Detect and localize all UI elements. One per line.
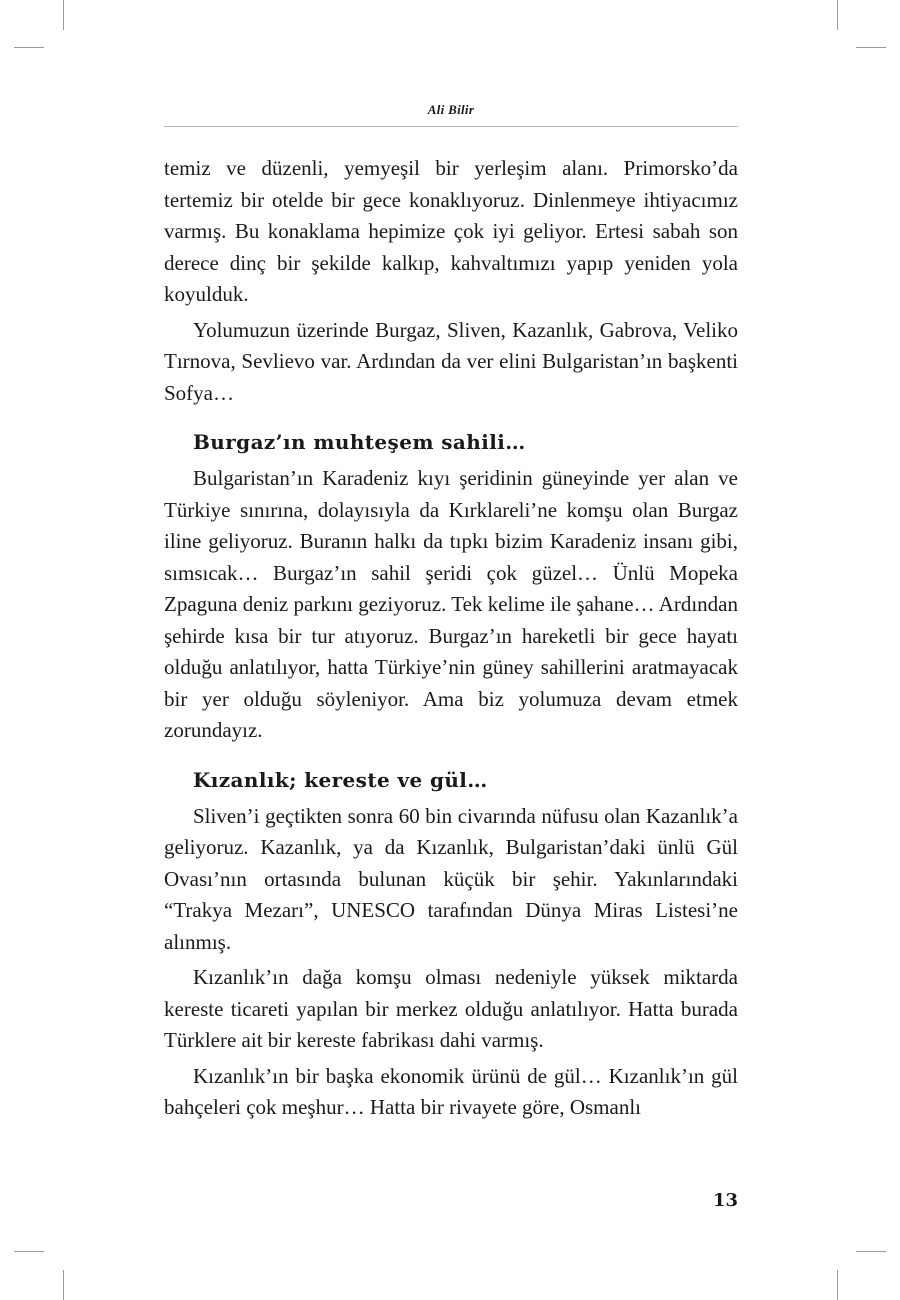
paragraph: temiz ve düzenli, yemyeşil bir yerleşim alanı. Primorsko’da tertemiz bir otelde bir gece konaklıyoruz. Dinlenmeye ihtiyacımız varmış. Bu konaklama hepimize çok iyi geliyor. Ertesi sabah son derece dinç bir şekilde kalkıp, kahvaltımızı yapıp yeniden yola koyulduk. [164, 156, 738, 306]
crop-mark-top-right [837, 0, 838, 30]
book-page [164, 100, 738, 1124]
crop-mark-top-left-h [14, 47, 44, 48]
page-number: 13 [712, 1190, 738, 1211]
paragraph: Kızanlık’ın dağa komşu olması nedeniyle yüksek miktarda kereste ticareti yapılan bir merkez olduğu anlatılıyor. Hatta burada Türklere ait bir kereste fabrikası dahi varmış. [164, 965, 738, 1052]
running-head: Ali Bilir [427, 102, 475, 117]
crop-mark-top-right-h [856, 47, 886, 48]
section-heading: Kızanlık; kereste ve gül… [193, 767, 488, 792]
crop-mark-bottom-right-h [856, 1251, 886, 1252]
section-heading: Burgaz’ın muhteşem sahili… [193, 430, 526, 454]
paragraph: Bulgaristan’ın Karadeniz kıyı şeridinin güneyinde yer alan ve Türkiye sınırına, dolayısıyla da Kırklareli’ne komşu olan Burgaz iline geliyoruz. Buranın halkı da tıpkı bizim Karadeniz insanı gibi, sımsıcak… Burgaz’ın sahil şeridi çok güzel… Ünlü Mopeka Zpaguna deniz parkını geziyoruz. Tek kelime ile şahane… Ardından şehirde kısa bir tur atıyoruz. Burgaz’ın hareketli bir gece hayatı olduğu anlatılıyor, hatta Türkiye’nin güney sahillerini aratmayacak bir yer olduğu söyleniyor. Ama biz yolumuza devam etmek zorundayız. [164, 466, 738, 742]
body-text [164, 153, 738, 1124]
paragraph: Sliven’i geçtikten sonra 60 bin civarında nüfusu olan Kazanlık’a geliyoruz. Kazanlık, ya da Kızanlık, Bulgaristan’daki ünlü Gül Ovası’nın ortasında bulunan küçük bir şehir. Yakınlarındaki “Trakya Mezarı”, UNESCO tarafından Dünya Miras Listesi’ne alınmış. [164, 803, 738, 954]
header-rule [164, 126, 738, 127]
crop-mark-bottom-left [63, 1270, 64, 1300]
crop-mark-top-left [63, 0, 64, 30]
paragraph: Kızanlık’ın bir başka ekonomik ürünü de gül… Kızanlık’ın gül bahçeleri çok meşhur… Hatta bir rivayete göre, Osmanlı [164, 1063, 738, 1119]
crop-mark-bottom-left-h [14, 1251, 44, 1252]
crop-mark-bottom-right [837, 1270, 838, 1300]
paragraph: Yolumuzun üzerinde Burgaz, Sliven, Kazanlık, Gabrova, Veliko Tırnova, Sevlievo var. Ardından da ver elini Bulgaristan’ın başkenti Sofya… [164, 317, 738, 405]
